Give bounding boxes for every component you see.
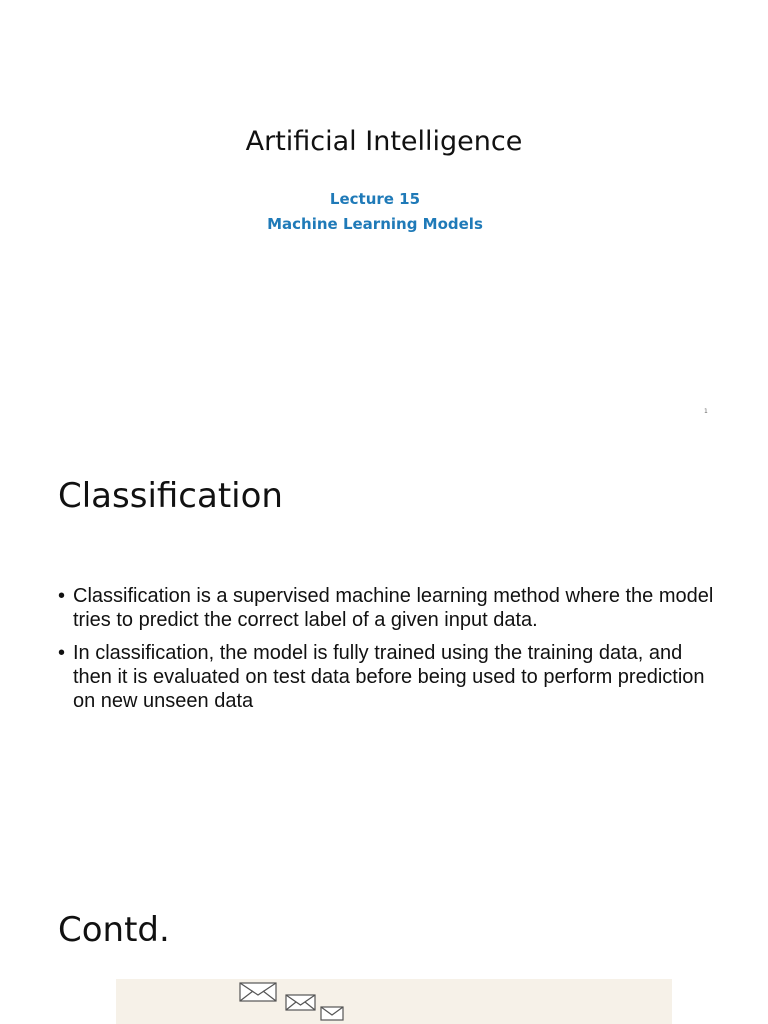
- presentation-title: Artificial Intelligence: [245, 126, 523, 157]
- slide-title: Classification: [58, 476, 283, 516]
- bullet-text: Classification is a supervised machine learning method where the model tries to predict the correct label of a given input data.: [73, 585, 714, 631]
- email-classification-figure: [116, 979, 672, 1024]
- slide-title: Contd.: [58, 910, 170, 950]
- envelope-icon: [321, 1007, 343, 1020]
- lecture-number: Lecture 15: [329, 190, 421, 208]
- title-slide: [0, 0, 768, 432]
- contd-slide: [0, 866, 768, 1024]
- page-number: 1: [704, 408, 708, 415]
- bullet-dot-icon: •: [58, 585, 66, 607]
- envelope-icon: [240, 983, 276, 1001]
- classification-slide: [0, 432, 768, 866]
- envelope-icon: [286, 995, 315, 1010]
- bullet-item: [58, 584, 718, 632]
- bullet-list: [58, 584, 718, 722]
- bullet-item: [58, 641, 718, 713]
- bullet-dot-icon: •: [58, 642, 66, 664]
- lecture-subtitle: Machine Learning Models: [267, 215, 483, 233]
- bullet-text: In classification, the model is fully trained using the training data, and then it is evaluated on test data before being used to perform prediction on new unseen data: [73, 642, 705, 712]
